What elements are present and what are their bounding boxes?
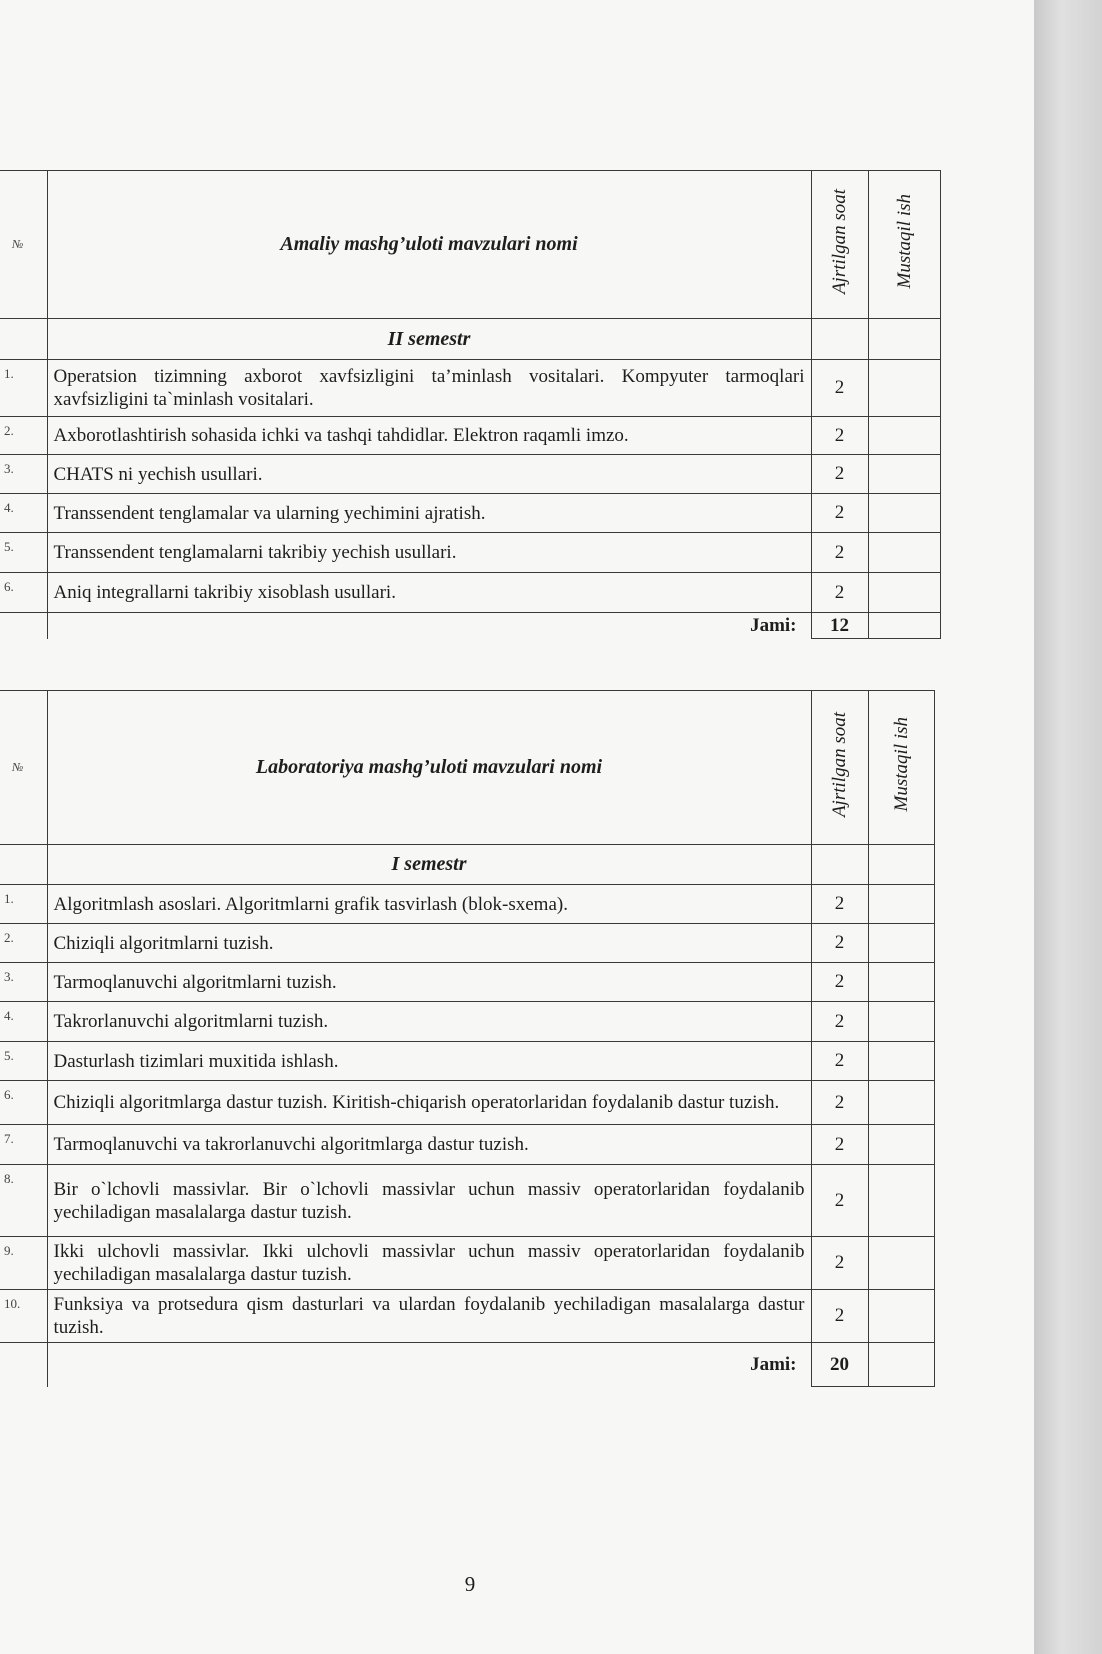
row-hours: 2 [811,1002,868,1042]
col-title-header: Amaliy mashg’uloti mavzulari nomi [47,171,811,319]
col-self-study-header: Mustaqil ish [868,171,940,319]
row-hours: 2 [811,963,868,1002]
table-row [0,533,940,573]
row-topic: Tarmoqlanuvchi algoritmlarni tuzish. [47,963,811,1002]
row-number: 5. [0,1042,47,1081]
row-number: 1. [0,360,47,417]
row-number: 3. [0,963,47,1002]
table-row [0,455,940,494]
total-row [0,613,940,639]
total-value: 12 [811,613,868,639]
table-row [0,885,934,924]
row-self-study [868,1290,934,1343]
row-self-study [868,924,934,963]
col-hours-header: Ajrtilgan soat [811,691,868,845]
table-row [0,1125,934,1165]
col-hours-header: Ajrtilgan soat [811,171,868,319]
table-row [0,417,940,455]
table-header-row [0,691,934,845]
total-row [0,1343,934,1387]
row-topic: Transsendent tenglamalarni takribiy yechish usullari. [47,533,811,573]
row-topic: Tarmoqlanuvchi va takrorlanuvchi algoritmlarga dastur tuzish. [47,1125,811,1165]
row-hours: 2 [811,1081,868,1125]
table-row [0,924,934,963]
row-number: 7. [0,1125,47,1165]
row-self-study [868,885,934,924]
row-topic: Ikki ulchovli massivlar. Ikki ulchovli massivlar uchun massiv operatorlaridan foydalanib yechiladigan masalalarga dastur tuzish. [47,1237,811,1290]
row-self-study [868,360,940,417]
row-hours: 2 [811,455,868,494]
row-self-study [868,1042,934,1081]
row-hours: 2 [811,417,868,455]
semester-row [0,319,940,360]
row-hours: 2 [811,1125,868,1165]
row-topic: Bir o`lchovli massivlar. Bir o`lchovli massivlar uchun massiv operatorlaridan foydalanib yechiladigan masalalarga dastur tuzish. [47,1165,811,1237]
row-topic: Aniq integrallarni takribiy xisoblash usullari. [47,573,811,613]
col-self-study-header: Mustaqil ish [868,691,934,845]
row-topic: Operatsion tizimning axborot xavfsizligini ta’minlash vositalari. Kompyuter tarmoqlari xavfsizligini ta`minlash vositalari. [47,360,811,417]
row-topic: Chiziqli algoritmlarga dastur tuzish. Kiritish-chiqarish operatorlaridan foydalanib dastur tuzish. [47,1081,811,1125]
row-topic: Takrorlanuvchi algoritmlarni tuzish. [47,1002,811,1042]
table-row [0,1002,934,1042]
table-row [0,1165,934,1237]
total-label: Jami: [47,613,811,639]
row-topic: CHATS ni yechish usullari. [47,455,811,494]
row-self-study [868,1125,934,1165]
row-number: 6. [0,1081,47,1125]
page-number: 9 [464,1572,476,1596]
row-self-study [868,1237,934,1290]
row-topic: Dasturlash tizimlari muxitida ishlash. [47,1042,811,1081]
row-hours: 2 [811,885,868,924]
table-row [0,360,940,417]
row-hours: 2 [811,924,868,963]
row-self-study [868,1081,934,1125]
row-self-study [868,1165,934,1237]
row-self-study [868,963,934,1002]
row-hours: 2 [811,1042,868,1081]
table-row [0,1081,934,1125]
col-number-header: № [0,691,47,845]
row-self-study [868,417,940,455]
practical-lessons-table [0,170,941,639]
row-hours: 2 [811,1165,868,1237]
row-topic: Algoritmlash asoslari. Algoritmlarni grafik tasvirlash (blok-sxema). [47,885,811,924]
row-self-study [868,494,940,533]
row-number: 1. [0,885,47,924]
total-value: 20 [811,1343,868,1387]
row-hours: 2 [811,494,868,533]
table-row [0,573,940,613]
row-number: 4. [0,494,47,533]
table-row [0,1042,934,1081]
row-number: 5. [0,533,47,573]
row-number: 2. [0,924,47,963]
row-number: 6. [0,573,47,613]
row-number: 9. [0,1237,47,1290]
table-row [0,963,934,1002]
row-topic: Chiziqli algoritmlarni tuzish. [47,924,811,963]
row-number: 8. [0,1165,47,1237]
row-topic: Axborotlashtirish sohasida ichki va tashqi tahdidlar. Elektron raqamli imzo. [47,417,811,455]
row-topic: Funksiya va protsedura qism dasturlari va ulardan foydalanib yechiladigan masalalarga dastur tuzish. [47,1290,811,1343]
semester-label: I semestr [47,845,811,885]
total-label: Jami: [47,1343,811,1387]
row-self-study [868,573,940,613]
row-hours: 2 [811,1290,868,1343]
table-row [0,1237,934,1290]
semester-row [0,845,934,885]
laboratory-lessons-table [0,690,935,1387]
table-row [0,494,940,533]
row-number: 3. [0,455,47,494]
row-self-study [868,1002,934,1042]
row-number: 4. [0,1002,47,1042]
row-self-study [868,533,940,573]
col-title-header: Laboratoriya mashg’uloti mavzulari nomi [47,691,811,845]
col-number-header: № [0,171,47,319]
row-topic: Transsendent tenglamalar va ularning yechimini ajratish. [47,494,811,533]
table-header-row [0,171,940,319]
row-hours: 2 [811,360,868,417]
row-self-study [868,455,940,494]
row-hours: 2 [811,573,868,613]
row-hours: 2 [811,1237,868,1290]
table-row [0,1290,934,1343]
row-number: 2. [0,417,47,455]
row-number: 10. [0,1290,47,1343]
page-edge-shadow [1034,0,1102,1654]
semester-label: II semestr [47,319,811,360]
row-hours: 2 [811,533,868,573]
